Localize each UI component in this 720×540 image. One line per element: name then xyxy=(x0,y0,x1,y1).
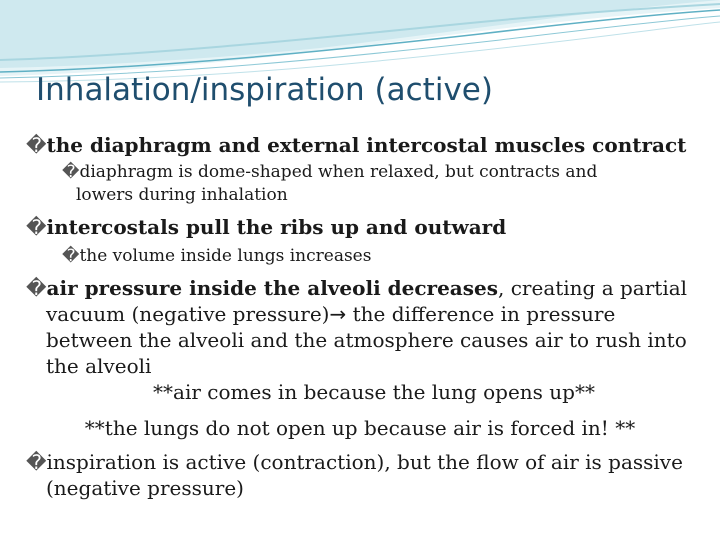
bullet-text: the diaphragm and external intercostal muscles contract xyxy=(46,133,687,157)
bullet-text: between the alveoli and the atmosphere causes air to rush into xyxy=(46,328,687,352)
sub-bullet-line-1-cont xyxy=(76,185,288,205)
bullet-line-3-cont-1 xyxy=(46,302,615,326)
sub-bullet-text: the volume inside lungs increases xyxy=(79,246,372,266)
bullet-text: the difference in pressure xyxy=(346,302,616,326)
right-arrow-icon: → xyxy=(329,302,347,326)
slide-title: Inhalation/inspiration (active) xyxy=(36,72,493,108)
bullet-line-1 xyxy=(26,133,686,157)
bullet-text: , creating a partial xyxy=(498,276,688,300)
bullet-glyph: � xyxy=(26,276,47,300)
bullet-text: vacuum (negative pressure) xyxy=(46,302,330,326)
bullet-line-4 xyxy=(26,450,683,474)
sub-bullet-text: diaphragm is dome-shaped when relaxed, but contracts and xyxy=(79,162,598,182)
sub-bullet-line-1 xyxy=(62,162,597,182)
sub-bullet-text: lowers during inhalation xyxy=(76,185,288,205)
bullet-text: is active (contraction), but the flow of air is passive xyxy=(156,450,683,474)
bullet-glyph: � xyxy=(26,215,47,239)
bullet-line-2 xyxy=(26,215,506,239)
bullet-line-3-cont-2 xyxy=(46,328,687,352)
bullet-text: (negative pressure) xyxy=(46,476,244,500)
centered-note-2: **the lungs do not open up because air is forced in! ** xyxy=(84,416,636,440)
bullet-line-3 xyxy=(26,276,687,300)
bullet-text-bold: air pressure inside the alveoli decreases xyxy=(46,276,498,300)
bullet-glyph: � xyxy=(62,162,80,182)
bullet-glyph: � xyxy=(62,246,80,266)
bullet-glyph: � xyxy=(26,133,47,157)
bullet-text: intercostals pull the ribs up and outward xyxy=(46,215,507,239)
centered-note-1: **air comes in because the lung opens up** xyxy=(153,380,595,404)
bullet-line-4-cont xyxy=(46,476,244,500)
bullet-text: inspiration xyxy=(46,450,157,474)
bullet-text: the alveoli xyxy=(46,354,152,378)
bullet-glyph: � xyxy=(26,450,47,474)
sub-bullet-line-2 xyxy=(62,246,371,266)
bullet-line-3-cont-3 xyxy=(46,354,151,378)
